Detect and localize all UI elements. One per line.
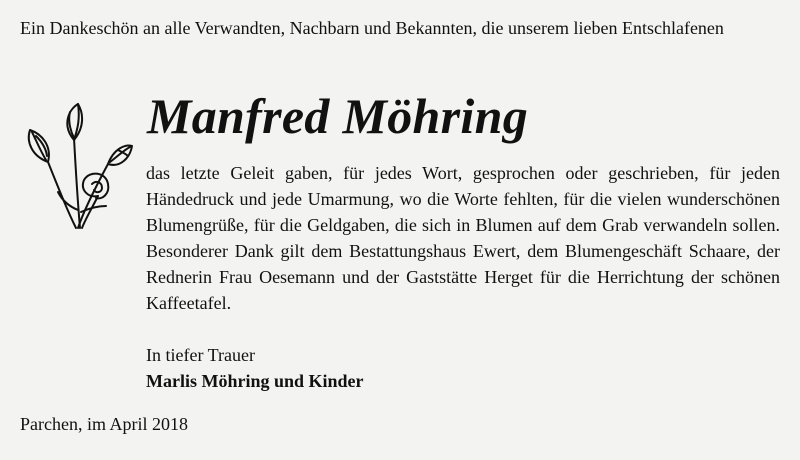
deceased-name: Manfred Möhring <box>147 88 528 144</box>
thank-you-body: das letzte Geleit gaben, für jedes Wort, gesprochen oder geschrieben, für jeden Händedruck und jede Umarmung, wo die Worte fehlten, für die vielen wunderschönen Blumengrüße, für die Geldgaben, die sich in Blumen auf dem Grab verwandeln sollen. Besonderer Dank gilt dem Bestattungshaus Ewert, dem Blumengeschäft Schaare, der Rednerin Frau Oesemann und der Gaststätte Herget für die Herrichtung der schönen Kaffeetafel. <box>146 163 780 313</box>
place-date: Parchen, im April 2018 <box>20 414 188 434</box>
signature: Marlis Möhring und Kinder <box>146 371 364 391</box>
intro-text: Ein Dankeschön an alle Verwandten, Nachbarn und Bekannten, die unserem lieben Entschlafenen <box>20 18 724 38</box>
closing-line: In tiefer Trauer <box>146 345 255 365</box>
calla-lily-flowers-icon <box>18 100 140 232</box>
